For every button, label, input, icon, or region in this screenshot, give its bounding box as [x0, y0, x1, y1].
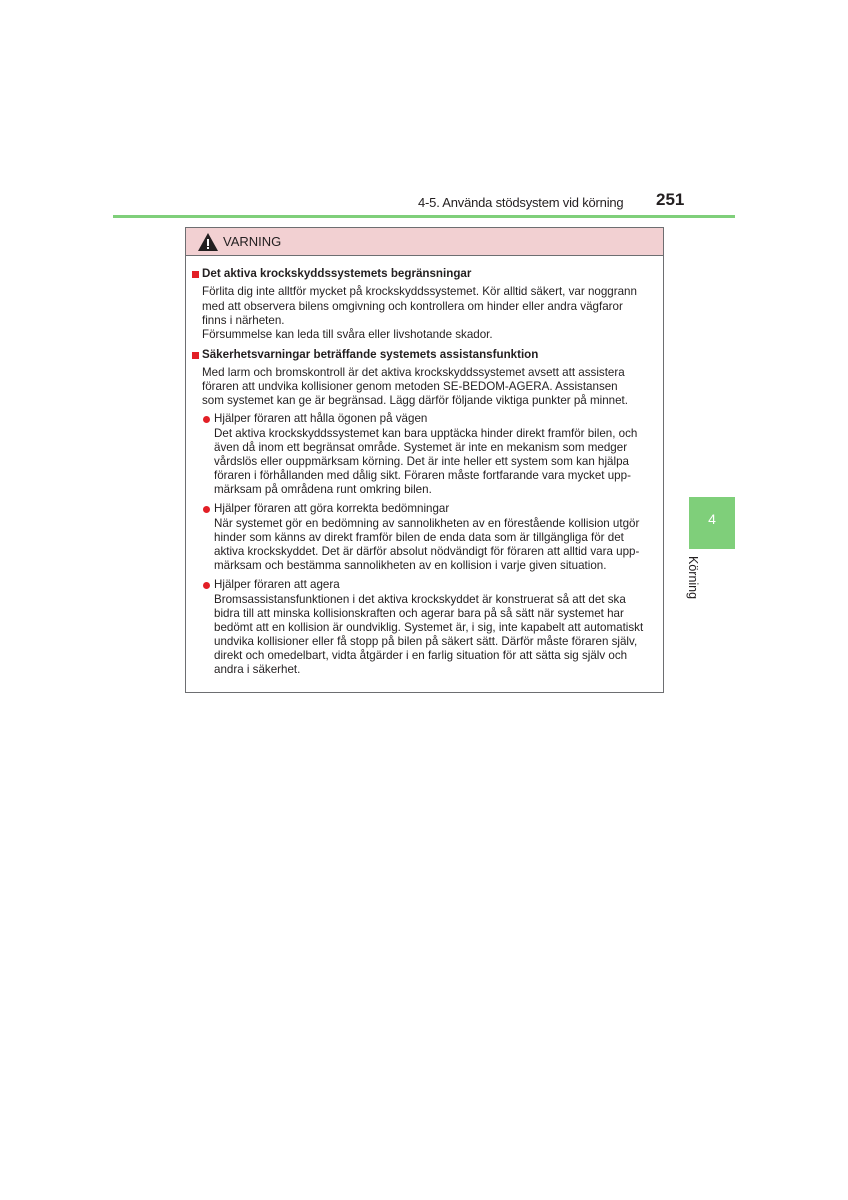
page-number: 251 — [656, 190, 685, 209]
chapter-tab — [689, 497, 735, 549]
chapter-label-container — [686, 556, 716, 616]
bullet-line: märksam på områdena runt omkring bilen. — [214, 483, 432, 496]
warning-triangle-icon — [197, 232, 219, 252]
bullet-line: hinder som känns av direkt framför bilen de enda data som är tillgängliga för det — [214, 531, 624, 544]
bullet-line: Bromsassistansfunktionen i det aktiva krockskyddet är konstruerat så att det ska — [214, 593, 626, 606]
bullet-line: även då inom ett begränsat område. Systemet är inte en mekanism som medger — [214, 441, 628, 454]
bullet-line: Det aktiva krockskyddssystemet kan bara upptäcka hinder direkt framför bilen, och — [214, 427, 638, 440]
section-1-line: Förlita dig inte alltför mycket på krockskyddssystemet. Kör alltid säkert, var noggrann — [202, 285, 637, 298]
bullet-line: aktiva krockskyddet. Det är därför absolut nödvändigt för föraren att alltid vara upp- — [214, 545, 640, 558]
bullet-line: vårdslös eller ouppmärksam körning. Det är inte heller ett system som kan hjälpa — [214, 455, 629, 468]
section-marker-1 — [192, 271, 199, 278]
section-1-heading: Det aktiva krockskyddssystemets begränsningar — [202, 267, 472, 280]
warning-header — [186, 228, 663, 256]
bullet-line: bidra till att minska kollisionskraften och agerar bara på så sätt när systemet har — [214, 607, 624, 620]
section-1-line: med att observera bilens omgivning och kontrollera om hinder eller andra vägfaror — [202, 300, 623, 313]
section-marker-2 — [192, 352, 199, 359]
header-rule — [113, 215, 735, 218]
section-1-line: Försummelse kan leda till svåra eller livshotande skador. — [202, 328, 493, 341]
bullet-dot — [203, 416, 210, 423]
bullet-line: bedömt att en kollision är oundviklig. Systemet är, i sig, inte kapabelt att automatiskt — [214, 621, 644, 634]
section-2-line: som systemet kan ge är begränsad. Lägg därför följande viktiga punkter på minnet. — [202, 394, 628, 407]
chapter-number: 4 — [708, 511, 716, 527]
chapter-label: Körning — [686, 556, 700, 600]
bullet-dot — [203, 506, 210, 513]
section-2-heading: Säkerhetsvarningar beträffande systemets assistansfunktion — [202, 348, 539, 361]
bullet-line: direkt och omedelbart, vidta åtgärder i en farlig situation för att sätta sig själv och — [214, 649, 628, 662]
warning-title: VARNING — [223, 234, 282, 249]
bullet-line: undvika kollisioner eller få stopp på bilen på säkert sätt. Därför måste föraren själv, — [214, 635, 638, 648]
section-2-line: föraren att undvika kollisioner genom metoden SE-BEDOM-AGERA. Assistansen — [202, 380, 618, 393]
section-2-line: Med larm och bromskontroll är det aktiva krockskyddssystemet avsett att assistera — [202, 366, 625, 379]
bullet-title: Hjälper föraren att hålla ögonen på vägen — [214, 412, 428, 425]
section-1-line: finns i närheten. — [202, 314, 285, 327]
warning-box — [185, 227, 664, 693]
bullet-title: Hjälper föraren att göra korrekta bedömningar — [214, 502, 450, 515]
bullet-line: föraren i förhållanden med dålig sikt. Föraren måste fortfarande vara mycket upp- — [214, 469, 631, 482]
bullet-line: När systemet gör en bedömning av sannolikheten av en förestående kollision utgör — [214, 517, 640, 530]
bullet-dot — [203, 582, 210, 589]
bullet-line: märksam och bestämma sannolikheten av en kollision i varje given situation. — [214, 559, 607, 572]
bullet-line: andra i säkerhet. — [214, 663, 301, 676]
bullet-title: Hjälper föraren att agera — [214, 578, 340, 591]
running-header: 4-5. Använda stödsystem vid körning — [418, 195, 624, 210]
